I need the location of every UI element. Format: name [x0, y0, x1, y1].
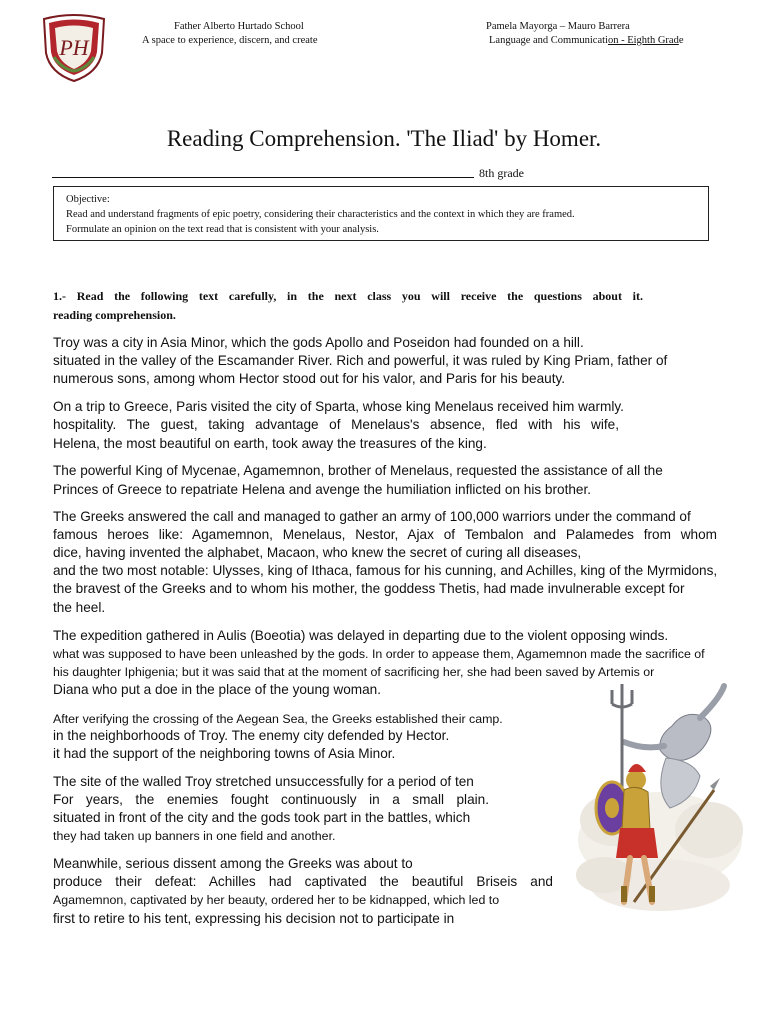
paragraph-line: After verifying the crossing of the Aegean Sea, the Greeks established their camp.	[53, 712, 503, 726]
paragraph-line: Princes of Greece to repatriate Helena and avenge the humiliation inflicted on his brother.	[53, 482, 592, 497]
teachers-names: Pamela Mayorga – Mauro Barrera	[486, 21, 630, 32]
school-name: Father Alberto Hurtado School	[174, 21, 304, 32]
paragraph-line: Troy was a city in Asia Minor, which the gods Apollo and Poseidon had founded on a hill.	[53, 335, 584, 350]
paragraph-line: Agamemnon, captivated by her beauty, ordered her to be kidnapped, which led to	[53, 893, 500, 907]
paragraph-line: For years, the enemies fought continuously in a small plain.	[53, 792, 489, 807]
paragraph-line: dice, having invented the alphabet, Macaon, who knew the secret of curing all diseases,	[53, 545, 582, 560]
paragraph-line: his daughter Iphigenia; but it was said that at the moment of sacrificing her, she had been saved by Artemis or	[53, 665, 655, 679]
paragraph-line: Helena, the most beautiful on earth, took away the treasures of the king.	[53, 436, 487, 451]
paragraph-line: On a trip to Greece, Paris visited the city of Sparta, whose king Menelaus received him warmly.	[53, 399, 624, 414]
paragraph-line: hospitality. The guest, taking advantage of Menelaus's absence, fled with his wife,	[53, 417, 619, 432]
paragraph-line: The powerful King of Mycenae, Agamemnon, brother of Menelaus, requested the assistance of all the	[53, 463, 663, 478]
objective-line: Read and understand fragments of epic poetry, considering their characteristics and the context in which they are framed.	[66, 209, 575, 220]
paragraph-line: The Greeks answered the call and managed to gather an army of 100,000 warriors under the command of	[53, 509, 691, 524]
paragraph-line: the heel.	[53, 600, 106, 615]
subject-prefix: Language and Communicati	[489, 35, 608, 46]
subject-suffix: e	[678, 35, 684, 46]
objective-line: Formulate an opinion on the text read that is consistent with your analysis.	[66, 224, 379, 235]
paragraph-line: what was supposed to have been unleashed by the gods. In order to appease them, Agamemnon made the sacrifice of	[53, 647, 705, 661]
paragraph-line: in the neighborhoods of Troy. The enemy city defended by Hector.	[53, 728, 450, 743]
paragraph-line: The expedition gathered in Aulis (Boeotia) was delayed in departing due to the violent opposing winds.	[53, 628, 669, 643]
subject-grade	[489, 34, 684, 48]
instruction-line: reading comprehension.	[53, 308, 176, 322]
instruction-line: 1.- Read the following text carefully, in the next class you will receive the questions about it.	[53, 289, 643, 303]
paragraph-line: Diana who put a doe in the place of the young woman.	[53, 682, 381, 697]
svg-text:PH: PH	[59, 35, 89, 60]
paragraph-line: first to retire to his tent, expressing his decision not to participate in	[53, 911, 455, 926]
objective-heading: Objective:	[66, 194, 110, 205]
grade-label: 8th grade	[479, 166, 524, 180]
paragraph-line: and the two most notable: Ulysses, king of Ithaca, famous for his cunning, and Achilles, king of the Myrmidons,	[53, 563, 718, 578]
paragraph-line: it had the support of the neighboring towns of Asia Minor.	[53, 746, 396, 761]
paragraph-line: they had taken up banners in one field and another.	[53, 829, 336, 843]
objective-box	[53, 186, 709, 241]
paragraph-line: The site of the walled Troy stretched unsuccessfully for a period of ten	[53, 774, 474, 789]
student-name-line[interactable]	[52, 177, 474, 178]
paragraph-line: situated in the valley of the Escamander River. Rich and powerful, it was ruled by King Priam, father of	[53, 353, 668, 368]
page-title: Reading Comprehension. 'The Iliad' by Homer.	[166, 126, 602, 151]
school-crest-logo	[40, 13, 108, 83]
paragraph-line: situated in front of the city and the gods took part in the battles, which	[53, 810, 471, 825]
paragraph-line: produce their defeat: Achilles had captivated the beautiful Briseis and	[53, 874, 553, 889]
paragraph-line: Meanwhile, serious dissent among the Greeks was about to	[53, 856, 413, 871]
paragraph-line: the bravest of the Greeks and to whom his mother, the goddess Thetis, had made invulnerable except for	[53, 581, 685, 596]
subject-underlined: on - Eighth Grad	[607, 35, 679, 46]
school-motto: A space to experience, discern, and create	[142, 35, 318, 46]
paragraph-line: famous heroes like: Agamemnon, Menelaus, Nestor, Ajax of Tembalon and Palamedes from whom	[53, 527, 717, 542]
paragraph-line: numerous sons, among whom Hector stood out for his valor, and Paris for his beauty.	[53, 371, 566, 386]
warrior-with-trident-god-icon	[574, 680, 746, 920]
